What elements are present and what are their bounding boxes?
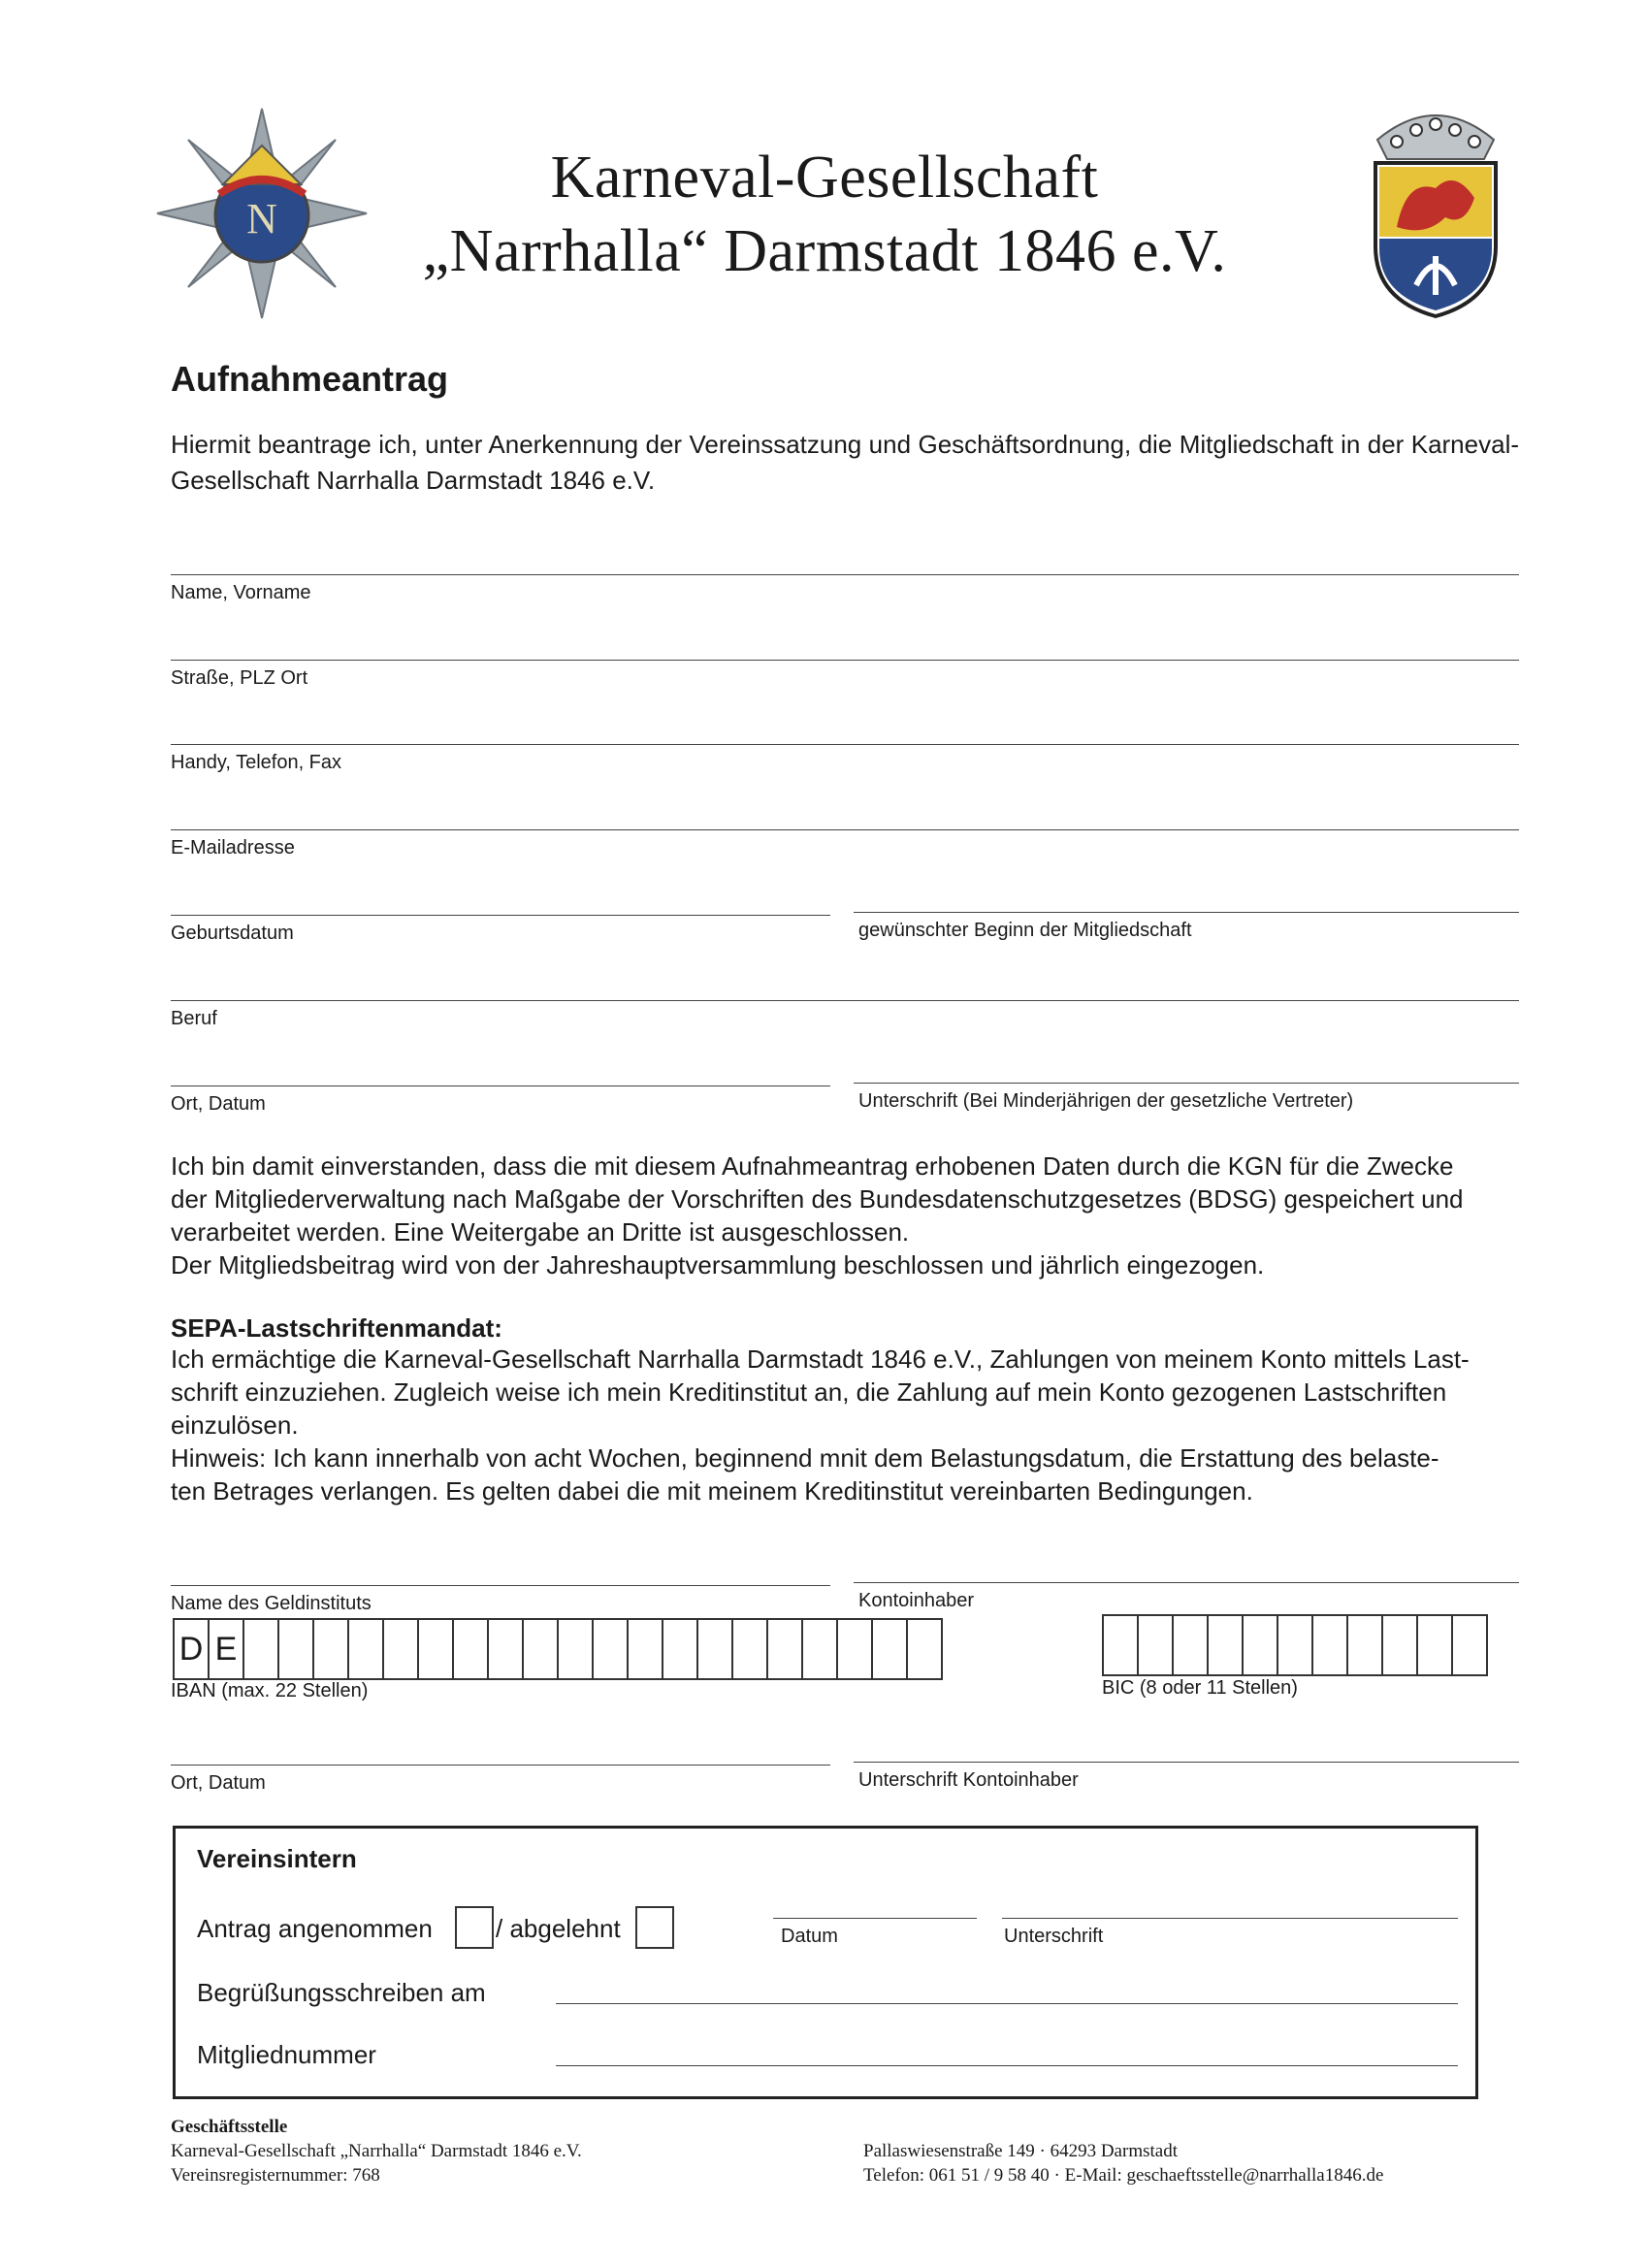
iban-cell[interactable]: [873, 1620, 908, 1678]
bic-cell[interactable]: [1139, 1616, 1174, 1674]
rejected-label: / abgelehnt: [496, 1914, 621, 1943]
job-label: Beruf: [171, 1008, 217, 1029]
street-label: Straße, PLZ Ort: [171, 667, 308, 689]
bic-input[interactable]: [1102, 1614, 1488, 1676]
street-field[interactable]: [171, 660, 1519, 661]
iban-cell[interactable]: [908, 1620, 943, 1678]
iban-cell[interactable]: [279, 1620, 314, 1678]
iban-cell[interactable]: [768, 1620, 803, 1678]
iban-cell[interactable]: [559, 1620, 594, 1678]
name-field[interactable]: [171, 574, 1519, 575]
welcome-letter-field[interactable]: [556, 2003, 1458, 2004]
email-label: E-Mailadresse: [171, 837, 295, 859]
bic-cell[interactable]: [1383, 1616, 1418, 1674]
iban-cell[interactable]: [629, 1620, 663, 1678]
sepa-place-date-label: Ort, Datum: [171, 1772, 266, 1794]
member-number-field[interactable]: [556, 2065, 1458, 2066]
sepa-place-date-field[interactable]: [171, 1765, 830, 1766]
consent-line: der Mitgliederverwaltung nach Maßgabe der Vorschriften des Bundesdatenschutzgesetzes (BDSG) gespeichert und: [171, 1184, 1464, 1214]
accepted-label: Antrag angenommen: [197, 1914, 433, 1943]
footer-org: Karneval-Gesellschaft „Narrhalla“ Darmstadt 1846 e.V.: [171, 2141, 582, 2161]
bic-cell[interactable]: [1104, 1616, 1139, 1674]
signature-label: Unterschrift (Bei Minderjährigen der gesetzliche Vertreter): [858, 1090, 1354, 1112]
iban-cell[interactable]: [489, 1620, 524, 1678]
holder-signature-label: Unterschrift Kontoinhaber: [858, 1769, 1079, 1791]
place-date-field[interactable]: [171, 1085, 830, 1086]
account-holder-label: Kontoinhaber: [858, 1590, 974, 1611]
iban-cell[interactable]: [384, 1620, 419, 1678]
iban-cell[interactable]: [524, 1620, 559, 1678]
sepa-line: Hinweis: Ich kann innerhalb von acht Wochen, beginnend mnit dem Belastungsdatum, die Erstattung des belaste-: [171, 1443, 1439, 1473]
email-field[interactable]: [171, 829, 1519, 830]
welcome-letter-label: Begrüßungsschreiben am: [197, 1978, 486, 2007]
birthdate-field[interactable]: [171, 915, 830, 916]
iban-cell[interactable]: [663, 1620, 698, 1678]
sepa-line: ten Betrages verlangen. Es gelten dabei die mit meinem Kreditinstitut vereinbarten Bedingungen.: [171, 1476, 1253, 1506]
iban-cell[interactable]: [454, 1620, 489, 1678]
bic-cell[interactable]: [1453, 1616, 1488, 1674]
account-holder-field[interactable]: [854, 1582, 1519, 1583]
internal-date-field[interactable]: [773, 1918, 977, 1919]
iban-cell[interactable]: [803, 1620, 838, 1678]
place-date-label: Ort, Datum: [171, 1093, 266, 1115]
intro-text: Hiermit beantrage ich, unter Anerkennung der Vereinssatzung und Geschäftsordnung, die Mitgliedschaft in der Karneval-Gesellschaft Narrhalla Darmstadt 1846 e.V.: [171, 430, 1519, 495]
rejected-checkbox[interactable]: [635, 1906, 674, 1949]
membership-start-field[interactable]: [854, 912, 1519, 913]
footer-address: Pallaswiesenstraße 149 · 64293 Darmstadt: [863, 2141, 1178, 2161]
bic-cell[interactable]: [1418, 1616, 1453, 1674]
order-emblem-logo: [155, 107, 369, 320]
signature-field[interactable]: [854, 1083, 1519, 1084]
footer-register: Vereinsregisternummer: 768: [171, 2165, 380, 2186]
holder-signature-field[interactable]: [854, 1762, 1519, 1763]
bic-cell[interactable]: [1174, 1616, 1209, 1674]
coat-of-arms-logo: [1358, 101, 1513, 324]
iban-cell[interactable]: [314, 1620, 349, 1678]
org-name-line1: Karneval-Gesellschaft: [550, 145, 1099, 211]
sepa-title: SEPA-Lastschriftenmandat:: [171, 1313, 502, 1343]
name-label: Name, Vorname: [171, 582, 311, 603]
member-number-label: Mitgliednummer: [197, 2040, 376, 2069]
bic-label: BIC (8 oder 11 Stellen): [1102, 1677, 1298, 1699]
footer-office-title: Geschäftsstelle: [171, 2117, 288, 2137]
emblem-letter: N: [246, 195, 277, 243]
footer-phone-email: Telefon: 061 51 / 9 58 40 · E-Mail: geschaeftsstelle@narrhalla1846.de: [863, 2165, 1384, 2186]
iban-cell[interactable]: [733, 1620, 768, 1678]
iban-cell[interactable]: [349, 1620, 384, 1678]
phone-label: Handy, Telefon, Fax: [171, 752, 342, 773]
bic-cell[interactable]: [1278, 1616, 1313, 1674]
internal-use-box: [173, 1826, 1478, 2099]
sepa-line: einzulösen.: [171, 1410, 299, 1440]
footer-office: [171, 2115, 582, 2187]
birthdate-label: Geburtsdatum: [171, 923, 294, 944]
iban-cell[interactable]: [244, 1620, 279, 1678]
org-name-line2: „Narrhalla“ Darmstadt 1846 e.V.: [422, 218, 1227, 284]
bank-name-label: Name des Geldinstituts: [171, 1593, 372, 1614]
footer-contact: [863, 2139, 1383, 2187]
bic-cell[interactable]: [1244, 1616, 1278, 1674]
iban-cell[interactable]: E: [210, 1620, 244, 1678]
iban-cell[interactable]: [838, 1620, 873, 1678]
consent-line: verarbeitet werden. Eine Weitergabe an Dritte ist ausgeschlossen.: [171, 1217, 910, 1247]
iban-input[interactable]: [173, 1618, 943, 1680]
consent-line: Ich bin damit einverstanden, dass die mit diesem Aufnahmeantrag erhobenen Daten durch die KGN für die Zwecke: [171, 1151, 1454, 1181]
internal-signature-field[interactable]: [1002, 1918, 1458, 1919]
membership-start-label: gewünschter Beginn der Mitgliedschaft: [858, 920, 1192, 941]
sepa-line: schrift einzuziehen. Zugleich weise ich mein Kreditinstitut an, die Zahlung auf mein Konto gezogenen Lastschriften: [171, 1377, 1447, 1407]
phone-field[interactable]: [171, 744, 1519, 745]
iban-cell[interactable]: [594, 1620, 629, 1678]
iban-cell[interactable]: D: [175, 1620, 210, 1678]
bic-cell[interactable]: [1313, 1616, 1348, 1674]
bic-cell[interactable]: [1348, 1616, 1383, 1674]
bank-name-field[interactable]: [171, 1585, 830, 1586]
internal-signature-label: Unterschrift: [1004, 1926, 1104, 1947]
consent-line: Der Mitgliedsbeitrag wird von der Jahreshauptversammlung beschlossen und jährlich eingezogen.: [171, 1250, 1265, 1280]
sepa-paragraph: [171, 1343, 1509, 1507]
iban-cell[interactable]: [419, 1620, 454, 1678]
consent-paragraph: [171, 1150, 1509, 1281]
job-field[interactable]: [171, 1000, 1519, 1001]
iban-cell[interactable]: [698, 1620, 733, 1678]
bic-cell[interactable]: [1209, 1616, 1244, 1674]
internal-date-label: Datum: [781, 1926, 838, 1947]
accepted-checkbox[interactable]: [455, 1906, 494, 1949]
iban-label: IBAN (max. 22 Stellen): [171, 1680, 369, 1701]
internal-title: Vereinsintern: [197, 1844, 357, 1873]
form-title: Aufnahmeantrag: [171, 359, 449, 399]
sepa-line: Ich ermächtige die Karneval-Gesellschaft Narrhalla Darmstadt 1846 e.V., Zahlungen von meinem Konto mittels Last-: [171, 1345, 1470, 1374]
